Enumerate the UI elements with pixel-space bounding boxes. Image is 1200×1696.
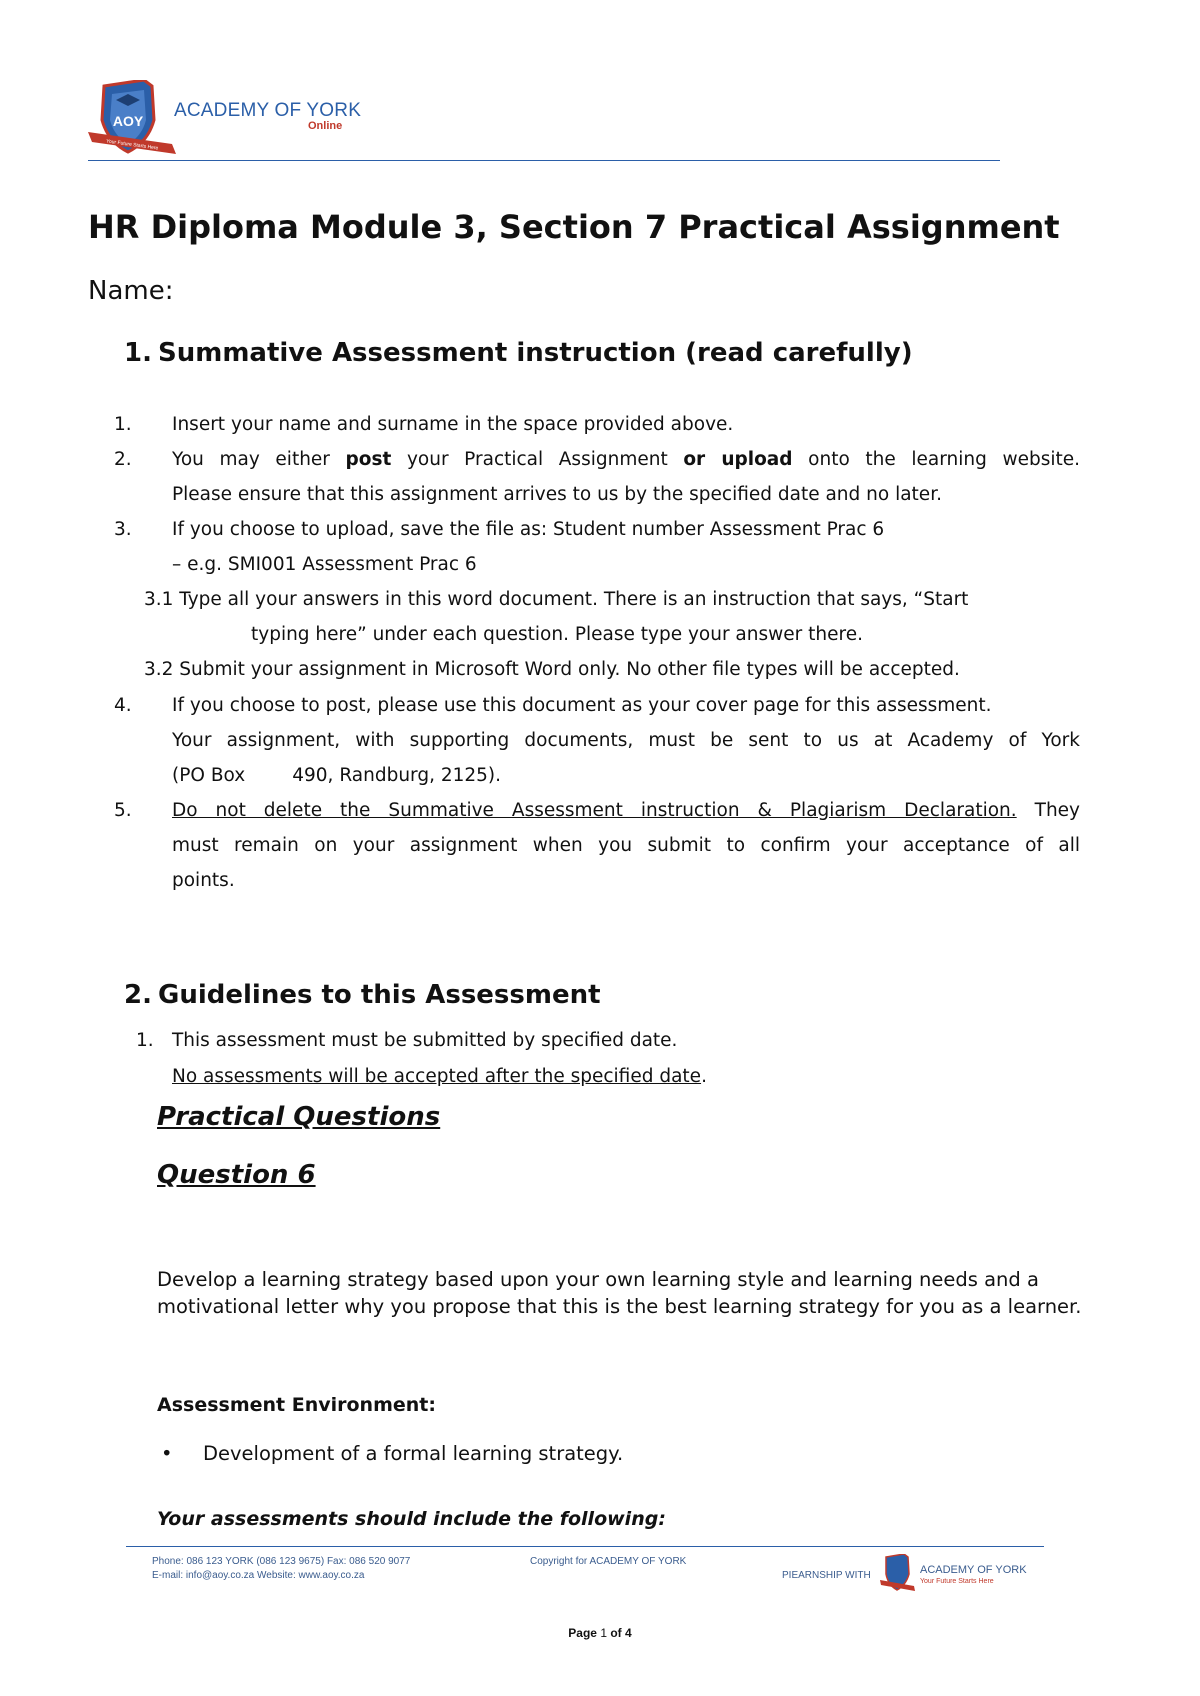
- item-text: Insert your name and surname in the space provided above.: [172, 414, 734, 435]
- svg-text:AOY: AOY: [112, 113, 144, 129]
- item-text: – e.g. SMI001 Assessment Prac 6: [172, 554, 477, 575]
- item-number: 1.: [136, 1030, 154, 1051]
- footer-logo-sub: Your Future Starts Here: [920, 1578, 994, 1585]
- question-body: Develop a learning strategy based upon your own learning style and learning needs and a motivational letter why you propose that this is the best learning strategy for you as a learner.: [157, 1268, 1082, 1318]
- section1-number: 1.: [124, 338, 152, 368]
- item-text: Your assignment, with supporting documents, must be sent to us at Academy of York: [172, 730, 1080, 751]
- item-text: You may either post your Practical Assignment or upload onto the learning website.: [172, 449, 1080, 470]
- sub-item-text: 3.1 Type all your answers in this word document. There is an instruction that says, “Start: [144, 589, 969, 610]
- logo-name: ACADEMY OF YORK: [174, 100, 362, 121]
- page-number: Page 1 of 4: [568, 1626, 632, 1640]
- name-label: Name:: [88, 276, 174, 306]
- question-heading: Question 6: [157, 1160, 316, 1190]
- item-number: 4.: [114, 695, 132, 716]
- svg-text:Your Future Starts Here: Your Future Starts Here: [105, 138, 159, 152]
- environment-heading: Assessment Environment:: [157, 1394, 436, 1416]
- section2-number: 2.: [124, 980, 152, 1010]
- logo-sub: Online: [308, 120, 343, 132]
- header-divider: [88, 160, 1000, 161]
- practical-questions-heading: Practical Questions: [157, 1102, 441, 1132]
- footer-contact-email: E-mail: info@aoy.co.za Website: www.aoy.co.za: [152, 1570, 365, 1581]
- footer-copyright: Copyright for ACADEMY OF YORK: [530, 1556, 687, 1567]
- item-text: This assessment must be submitted by specified date.: [172, 1030, 678, 1051]
- section2-title: Guidelines to this Assessment: [158, 980, 601, 1010]
- footer-divider: [126, 1546, 1044, 1547]
- footer-logo-icon: [880, 1554, 916, 1594]
- item-number: 3.: [114, 519, 132, 540]
- item-text: No assessments will be accepted after the specified date.: [172, 1066, 707, 1087]
- item-number: 1.: [114, 414, 132, 435]
- environment-item: Development of a formal learning strategy.: [203, 1442, 624, 1465]
- footer-logo-name: ACADEMY OF YORK: [920, 1564, 1027, 1576]
- item-text: If you choose to post, please use this document as your cover page for this assessment.: [172, 695, 992, 716]
- item-text: points.: [172, 870, 235, 891]
- bullet-icon: •: [161, 1442, 173, 1465]
- include-heading: Your assessments should include the following:: [157, 1508, 666, 1530]
- item-text: If you choose to upload, save the file as: Student number Assessment Prac 6: [172, 519, 885, 540]
- item-text: Please ensure that this assignment arrives to us by the specified date and no later.: [172, 484, 942, 505]
- section1-title: Summative Assessment instruction (read carefully): [158, 338, 913, 368]
- section1-heading: [124, 338, 913, 368]
- footer-contact-phone: Phone: 086 123 YORK (086 123 9675) Fax: 086 520 9077: [152, 1556, 411, 1567]
- item-text: must remain on your assignment when you submit to confirm your acceptance of all: [172, 835, 1080, 856]
- document-title: HR Diploma Module 3, Section 7 Practical Assignment: [88, 208, 1060, 246]
- footer-partner: PIEARNSHIP WITH: [782, 1570, 871, 1581]
- item-number: 5.: [114, 800, 132, 821]
- item-text: Do not delete the Summative Assessment instruction & Plagiarism Declaration. They: [172, 800, 1080, 821]
- sub-item-text: typing here” under each question. Please type your answer there.: [251, 624, 863, 645]
- academy-logo: [88, 80, 184, 160]
- sub-item-text: 3.2 Submit your assignment in Microsoft Word only. No other file types will be accepted.: [144, 659, 960, 680]
- item-number: 2.: [114, 449, 132, 470]
- section2-heading: [124, 980, 601, 1010]
- item-text: (PO Box 490, Randburg, 2125).: [172, 765, 502, 786]
